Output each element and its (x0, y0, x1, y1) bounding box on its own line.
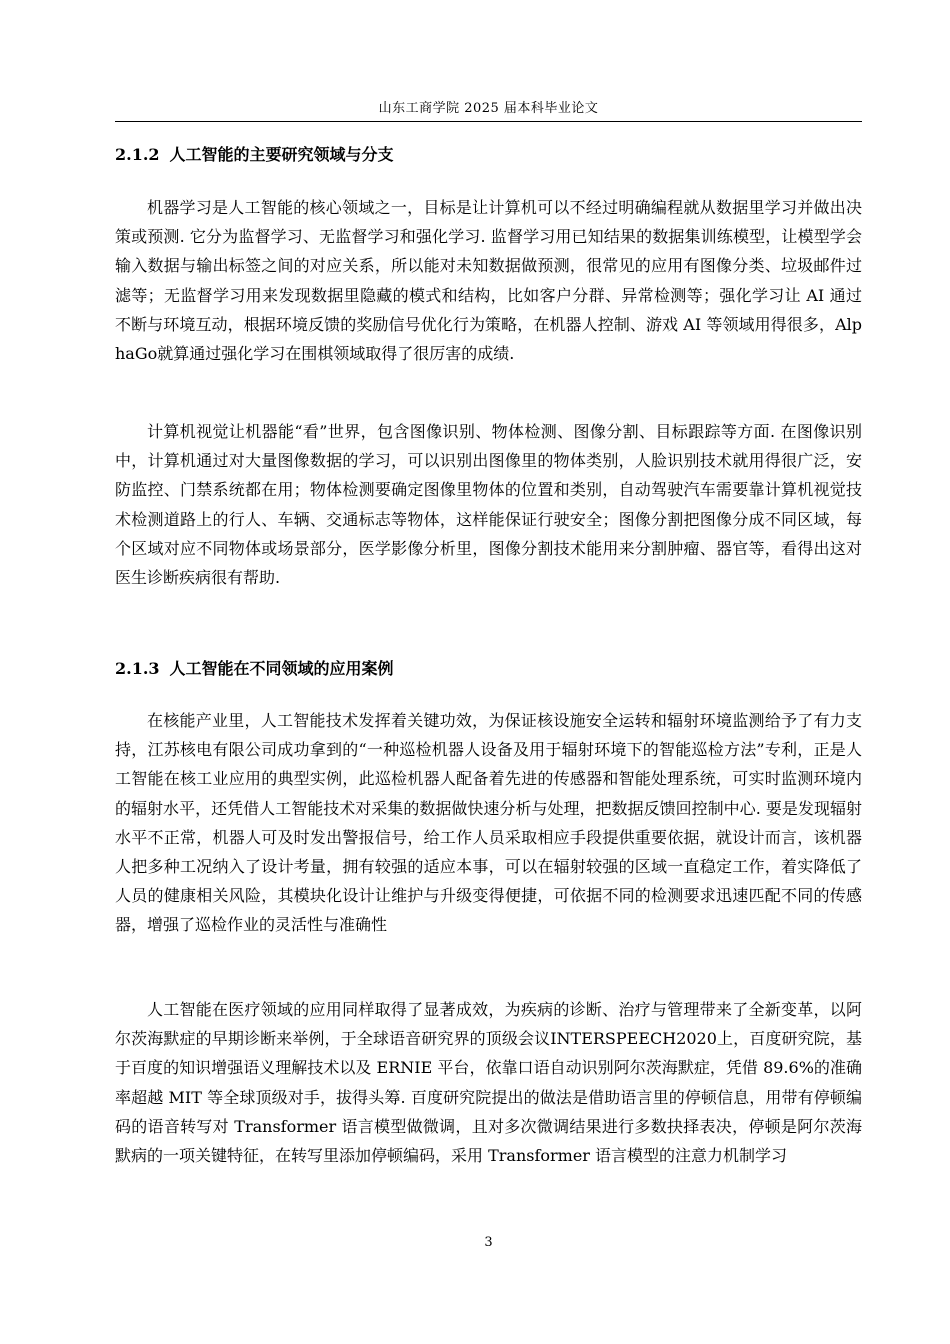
paragraph-nuclear-industry: 在核能产业里，人工智能技术发挥着关键功效，为保证核设施安全运转和辐射环境监测给予了有力支持，江苏核电有限公司成功拿到的“一种巡检机器人设备及用于辐射环境下的智能巡检方法”专利，正是人工智能在核工业应用的典型实例，此巡检机器人配备着先进的传感器和智能处理系统，可实时监测环境内的辐射水平，还凭借人工智能技术对采集的数据做快速分析与处理，把数据反馈回控制中心. 要是发现辐射水平不正常，机器人可及时发出警报信号，给工作人员采取相应手段提供重要依据，就设计而言，该机器人把多种工况纳入了设计考量，拥有较强的适应本事，可以在辐射较强的区域一直稳定工作，着实降低了人员的健康相关风险，其模块化设计让维护与升级变得便捷，可依据不同的检测要求迅速匹配不同的传感器，增强了巡检作业的灵活性与准确性 (115, 711, 862, 935)
paragraph-computer-vision: 计算机视觉让机器能“看”世界，包含图像识别、物体检测、图像分割、目标跟踪等方面. 在图像识别中，计算机通过对大量图像数据的学习，可以识别出图像里的物体类别，人脸识别技术就用得很广泛，安防监控、门禁系统都在用；物体检测要确定图像里物体的位置和类别，自动驾驶汽车需要靠计算机视觉技术检测道路上的行人、车辆、交通标志等物体，这样能保证行驶安全；图像分割把图像分成不同区域，每个区域对应不同物体或场景部分，医学影像分析里，图像分割技术能用来分割肿瘤、器官等，看得出这对医生诊断疾病很有帮助. (115, 422, 862, 588)
paragraph-medical-field: 人工智能在医疗领域的应用同样取得了显著成效，为疾病的诊断、治疗与管理带来了全新变革，以阿尔茨海默症的早期诊断来举例，于全球语音研究界的顶级会议INTERSPEECH2020上，百度研究院，基于百度的知识增强语义理解技术以及 ERNIE 平台，依靠口语自动识别阿尔茨海默症，凭借 89.6%的准确率超越 MIT 等全球顶级对手，拔得头筹. 百度研究院提出的做法是借助语言里的停顿信息，用带有停顿编码的语音转写对 Transformer 语言模型做微调，且对多次微调结果进行多数抉择表决，停顿是阿尔茨海默病的一项关键特征，在转写里添加停顿编码，采用 Transformer 语言模型的注意力机制学习 (115, 1000, 862, 1166)
section-heading-2-1-2 (115, 145, 862, 165)
section-title: 人工智能在不同领域的应用案例 (169, 659, 394, 678)
header-rule (115, 121, 862, 122)
paragraph-machine-learning: 机器学习是人工智能的核心领域之一，目标是让计算机可以不经过明确编程就从数据里学习并做出决策或预测. 它分为监督学习、无监督学习和强化学习. 监督学习用已知结果的数据集训练模型，让模型学会输入数据与输出标签之间的对应关系，所以能对未知数据做预测，很常见的应用有图像分类、垃圾邮件过滤等；无监督学习用来发现数据里隐藏的模式和结构，比如客户分群、异常检测等；强化学习让 AI 通过不断与环境互动，根据环境反馈的奖励信号优化行为策略，在机器人控制、游戏 AI 等领域用得很多，AlphaGo就算通过强化学习在围棋领域取得了很厉害的成绩. (115, 198, 862, 364)
section-heading-2-1-3 (115, 659, 862, 679)
running-header: 山东工商学院 2025 届本科毕业论文 (378, 101, 599, 116)
section-number: 2.1.3 (115, 659, 160, 678)
section-number: 2.1.2 (115, 145, 160, 164)
page-number: 3 (484, 1235, 493, 1250)
section-title: 人工智能的主要研究领域与分支 (169, 145, 394, 164)
